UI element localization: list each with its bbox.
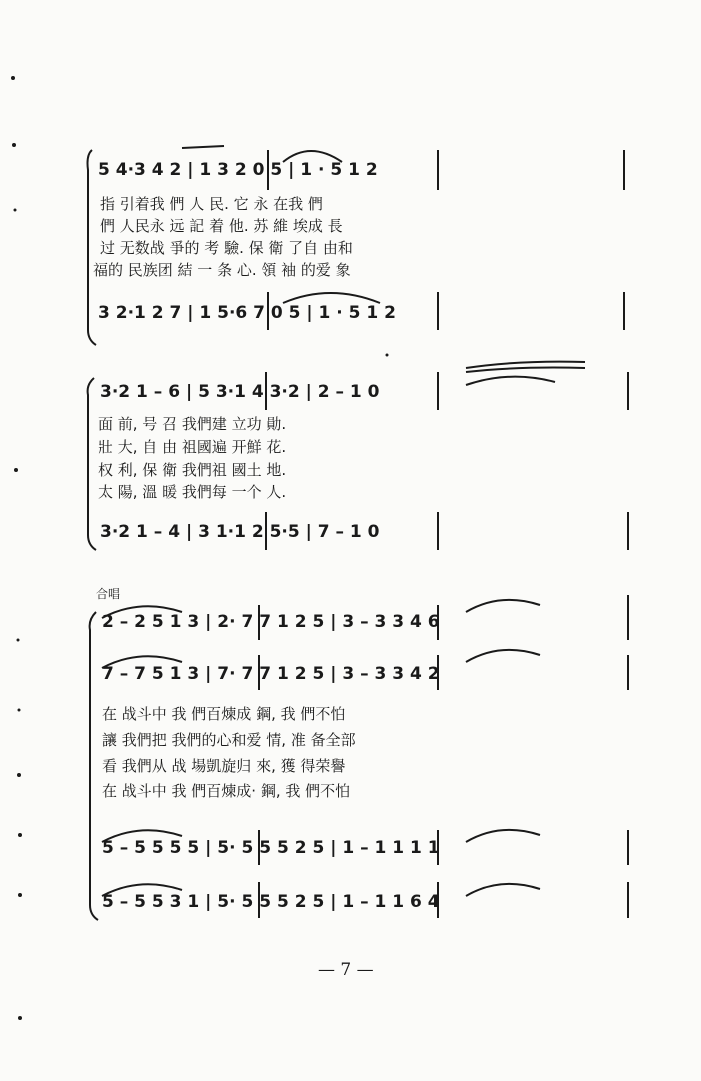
s3-lyric-3: 看 我們从 战 場凱旋归 來, 獲 得荣譽 bbox=[102, 757, 346, 775]
s1-lyric-3: 过 无数战 爭的 考 驗. 保 衛 了自 由和 bbox=[100, 239, 353, 257]
s1-lower-notes: 3 2·1 2 7 | 1 5·6 7 0 5 | 1 · 5 1 2 bbox=[98, 303, 396, 323]
s3-line-4: 5 – 5 5 3 1 | 5· 5 5 5 2 5 | 1 – 1 1 6 4 bbox=[102, 892, 440, 912]
s1-lyric-4: 福的 民族团 結 一 条 心. 領 袖 的爱 象 bbox=[93, 261, 351, 279]
s1-lyric-1: 指 引着我 們 人 民. 它 永 在我 們 bbox=[100, 195, 323, 213]
s2-lyric-2: 壯 大, 自 由 祖國遍 开鮮 花. bbox=[98, 438, 287, 456]
s3-lyric-2: 讓 我們把 我們的心和爱 情, 准 备全部 bbox=[102, 731, 356, 749]
s3-line-1: 2 – 2 5 1 3 | 2· 7 7 1 2 5 | 3 – 3 3 4 6 bbox=[102, 612, 440, 632]
s2-upper-notes: 3·2 1 – 6 | 5 3·1 4 3·2 | 2 – 1 0 bbox=[100, 382, 380, 402]
brace-1 bbox=[88, 150, 97, 345]
s3-line-3: 5 – 5 5 5 5 | 5· 5 5 5 2 5 | 1 – 1 1 1 1 bbox=[102, 838, 440, 858]
page-number: — 7 — bbox=[318, 960, 374, 980]
s2-lower-notes: 3·2 1 – 4 | 3 1·1 2 5·5 | 7 – 1 0 bbox=[100, 522, 380, 542]
s1-lyric-2: 們 人民永 远 記 着 他. 苏 維 埃成 長 bbox=[100, 217, 343, 235]
s3-lyric-4: 在 战斗中 我 們百煉成· 鋼, 我 們不怕 bbox=[102, 782, 351, 800]
chorus-label: 合唱 bbox=[96, 587, 121, 601]
s2-lyric-1: 面 前, 号 召 我們建 立功 勛. bbox=[98, 415, 287, 433]
brace-3 bbox=[90, 612, 98, 920]
s3-line-2: 7 – 7 5 1 3 | 7· 7 7 1 2 5 | 3 – 3 3 4 2 bbox=[102, 664, 440, 684]
brace-2 bbox=[88, 378, 96, 550]
s2-lyric-3: 权 利, 保 衛 我們祖 國土 地. bbox=[98, 461, 287, 479]
s3-lyric-1: 在 战斗中 我 們百煉成 鋼, 我 們不怕 bbox=[102, 705, 346, 723]
s2-lyric-4: 太 陽, 溫 暖 我們每 一个 人. bbox=[98, 483, 287, 501]
s1-upper-notes: 5 4·3 4 2 | 1 3 2 0 5 | 1 · 5 1 2 bbox=[98, 160, 378, 180]
